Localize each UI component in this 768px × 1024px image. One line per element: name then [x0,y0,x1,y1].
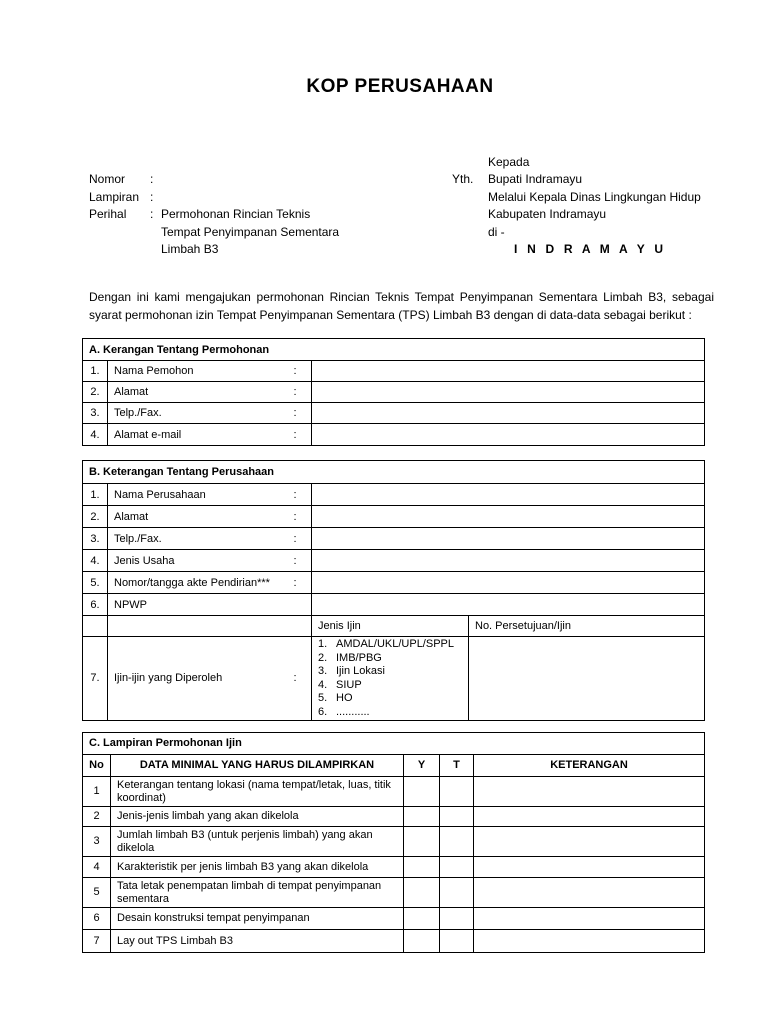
t-checkbox[interactable] [440,930,474,953]
list-item: 3. Ijin Lokasi [318,665,385,678]
list-item: 4. SIUP [318,678,362,691]
row-colon: : [288,506,312,528]
letter-meta-labels [89,171,139,224]
y-checkbox[interactable] [404,777,440,807]
table-row [83,807,705,827]
permit-header-row [83,616,705,637]
alamat-perusahaan-field[interactable] [312,506,705,528]
nomor-label: Nomor [89,172,126,186]
table-row [83,908,705,930]
row-number: 5. [83,572,108,594]
row-number: 2. [83,506,108,528]
keterangan-field[interactable] [474,827,705,857]
row-colon: : [288,572,312,594]
keterangan-field[interactable] [474,878,705,908]
permit-row [83,637,705,721]
row-number: 3. [83,403,108,424]
alamat-label: Alamat [108,382,288,403]
row-number: 4. [83,424,108,446]
t-checkbox[interactable] [440,878,474,908]
list-item: 2. IMB/PBG [318,651,382,664]
t-checkbox[interactable] [440,908,474,930]
row-number: 7. [83,637,108,721]
section-c-title: C. Lampiran Permohonan Ijin [83,733,705,755]
telp-fax-perusahaan-label: Telp./Fax. [108,528,288,550]
intro-paragraph: Dengan ini kami mengajukan permohonan Rincian Teknis Tempat Penyimpanan Sementara Limbah B3, sebagai syarat permohonan izin Tempat Penyimpanan Sementara (TPS) Limbah B3 dengan di data-data sebagai berikut : [89,290,714,322]
table-row [83,777,705,807]
perihal-colon: : [150,207,154,221]
permit-list-cell [312,637,469,721]
y-checkbox[interactable] [404,930,440,953]
table-row [83,424,705,446]
recipient-line-1: Bupati Indramayu [488,172,583,186]
attachment-item: Keterangan tentang lokasi (nama tempat/letak, luas, titik koordinat) [111,777,404,807]
row-colon: : [288,424,312,446]
row-number: 3 [83,827,111,857]
row-number: 6 [83,908,111,930]
attachment-item: Desain konstruksi tempat penyimpanan [111,908,404,930]
perihal-line-1: Permohonan Rincian Teknis [161,207,311,221]
y-checkbox[interactable] [404,878,440,908]
nama-perusahaan-field[interactable] [312,484,705,506]
row-number: 6. [83,594,108,616]
row-number: 1 [83,777,111,807]
telp-fax-label: Telp./Fax. [108,403,288,424]
akte-pendirian-field[interactable] [312,572,705,594]
row-number: 1. [83,361,108,382]
blank-cell [108,616,312,637]
npwp-label: NPWP [108,594,288,616]
keterangan-field[interactable] [474,777,705,807]
recipient-line-3: Kabupaten Indramayu [488,207,607,221]
table-row [83,878,705,908]
nomor-colon: : [150,172,154,186]
npwp-field[interactable] [312,594,705,616]
attachment-item: Karakteristik per jenis limbah B3 yang akan dikelola [111,857,404,878]
row-colon: : [288,403,312,424]
list-item: 1. AMDAL/UKL/UPL/SPPL [318,638,454,650]
list-item: 6. ........... [318,705,370,718]
telp-fax-field[interactable] [312,403,705,424]
perihal-line-3: Limbah B3 [161,242,219,256]
list-item: 5. HO [318,692,353,705]
recipient-address [488,171,701,241]
telp-fax-perusahaan-field[interactable] [312,528,705,550]
table-row [83,594,705,616]
row-number: 2 [83,807,111,827]
row-colon: : [288,361,312,382]
section-a-table [82,338,705,446]
alamat-field[interactable] [312,382,705,403]
table-row [83,403,705,424]
section-b-title: B. Keterangan Tentang Perusahaan [83,461,705,484]
perihal-label: Perihal [89,207,127,221]
y-checkbox[interactable] [404,807,440,827]
kepada-label: Kepada [488,155,530,169]
table-row [83,930,705,953]
row-number: 4 [83,857,111,878]
row-number: 3. [83,528,108,550]
section-b-table [82,460,705,721]
table-row [83,484,705,506]
table-row [83,550,705,572]
attachment-item: Lay out TPS Limbah B3 [111,930,404,953]
keterangan-field[interactable] [474,930,705,953]
alamat-email-label: Alamat e-mail [108,424,288,446]
nama-perusahaan-label: Nama Perusahaan [108,484,288,506]
t-checkbox[interactable] [440,857,474,878]
table-row [83,827,705,857]
blank-cell [83,616,108,637]
row-colon: : [288,637,312,721]
table-row [83,572,705,594]
table-header-row [83,755,705,777]
row-colon: : [288,484,312,506]
col-y-header: Y [404,755,440,777]
col-no-header: No [83,755,111,777]
no-persetujuan-field[interactable] [469,637,705,721]
lampiran-label: Lampiran [89,189,140,204]
permit-list [318,638,462,720]
y-checkbox[interactable] [404,857,440,878]
jenis-usaha-field[interactable] [312,550,705,572]
table-row [83,857,705,878]
attachment-item: Jenis-jenis limbah yang akan dikelola [111,807,404,827]
y-checkbox[interactable] [404,908,440,930]
table-row [83,528,705,550]
nama-pemohon-field[interactable] [312,361,705,382]
col-data-header: DATA MINIMAL YANG HARUS DILAMPIRKAN [111,755,404,777]
no-persetujuan-header: No. Persetujuan/Ijin [469,616,705,637]
table-row [83,506,705,528]
alamat-email-field[interactable] [312,424,705,446]
recipient-line-2: Melalui Kepala Dinas Lingkungan Hidup [488,189,701,204]
nama-pemohon-label: Nama Pemohon [108,361,288,382]
perihal-line-2: Tempat Penyimpanan Sementara [161,224,340,239]
jenis-ijin-header: Jenis Ijin [312,616,469,637]
row-colon [288,594,312,616]
letterhead-title: KOP PERUSAHAAN [306,76,494,97]
section-a-title: A. Kerangan Tentang Permohonan [83,339,705,361]
table-row [83,361,705,382]
row-number: 2. [83,382,108,403]
keterangan-field[interactable] [474,857,705,878]
y-checkbox[interactable] [404,827,440,857]
alamat-perusahaan-label: Alamat [108,506,288,528]
keterangan-field[interactable] [474,908,705,930]
row-number: 1. [83,484,108,506]
row-colon: : [288,550,312,572]
col-keterangan-header: KETERANGAN [474,755,705,777]
recipient-line-4: di - [488,224,505,239]
row-colon: : [288,382,312,403]
lampiran-colon: : [150,189,154,204]
section-c-table [82,732,705,953]
col-t-header: T [440,755,474,777]
letter-meta-colons [150,171,153,224]
keterangan-field[interactable] [474,807,705,827]
jenis-usaha-label: Jenis Usaha [108,550,288,572]
attachment-item: Tata letak penempatan limbah di tempat penyimpanan sementara [111,878,404,908]
t-checkbox[interactable] [440,827,474,857]
yth-label: Yth. [452,172,474,186]
row-number: 7 [83,930,111,953]
t-checkbox[interactable] [440,777,474,807]
row-number: 4. [83,550,108,572]
akte-pendirian-label: Nomor/tangga akte Pendirian*** [108,572,288,594]
row-colon: : [288,528,312,550]
t-checkbox[interactable] [440,807,474,827]
table-row [83,382,705,403]
recipient-city: I N D R A M A Y U [514,242,667,256]
row-number: 5 [83,878,111,908]
attachment-item: Jumlah limbah B3 (untuk perjenis limbah) yang akan dikelola [111,827,404,857]
ijin-diperoleh-label: Ijin-ijin yang Diperoleh [108,637,288,721]
perihal-value [161,206,339,259]
